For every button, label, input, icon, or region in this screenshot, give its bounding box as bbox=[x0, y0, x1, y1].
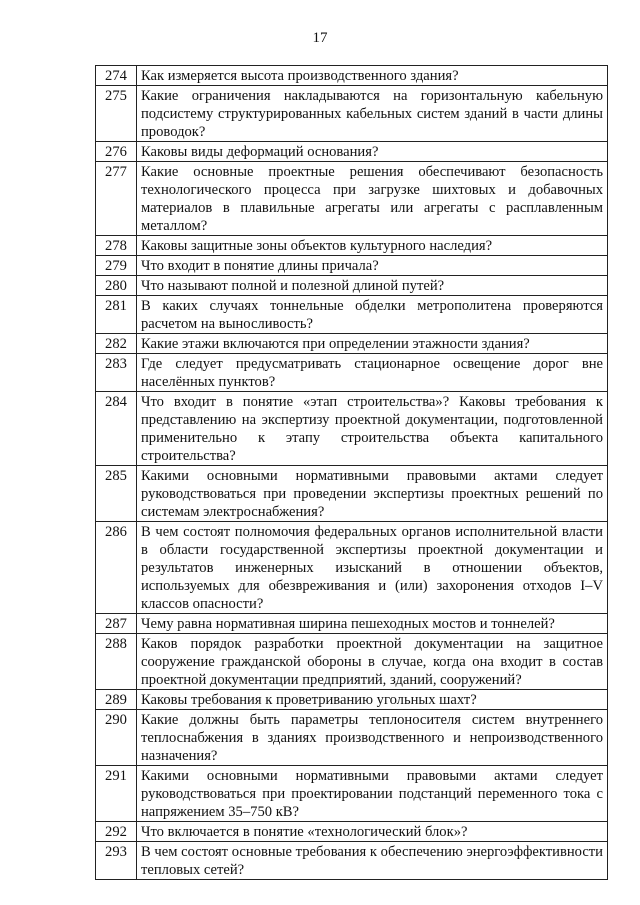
questions-table bbox=[95, 65, 608, 880]
question-text: Что включается в понятие «технологический блок»? bbox=[137, 822, 608, 842]
question-number: 276 bbox=[96, 142, 137, 162]
question-number: 275 bbox=[96, 86, 137, 142]
question-text: Какие ограничения накладываются на горизонтальную кабельную подсистему структурированных кабельных систем зданий в части длины проводок? bbox=[137, 86, 608, 142]
question-text: Какие основные проектные решения обеспечивают безопасность технологического процесса при загрузке шихтовых и добавочных материалов в плавильные агрегаты или агрегаты с расплавленным металлом? bbox=[137, 162, 608, 236]
question-number: 292 bbox=[96, 822, 137, 842]
question-text: Каков порядок разработки проектной документации на защитное сооружение гражданской обороны в случае, когда она входит в состав проектной документации предприятий, зданий, сооружений? bbox=[137, 634, 608, 690]
table-row bbox=[96, 256, 608, 276]
table-row bbox=[96, 522, 608, 614]
question-text: Какие этажи включаются при определении этажности здания? bbox=[137, 334, 608, 354]
question-number: 287 bbox=[96, 614, 137, 634]
question-text: Каковы защитные зоны объектов культурного наследия? bbox=[137, 236, 608, 256]
question-text: Что называют полной и полезной длиной путей? bbox=[137, 276, 608, 296]
table-row bbox=[96, 766, 608, 822]
question-text: Каковы требования к проветриванию угольных шахт? bbox=[137, 690, 608, 710]
page-number: 17 bbox=[312, 30, 328, 46]
table-row bbox=[96, 634, 608, 690]
question-number: 277 bbox=[96, 162, 137, 236]
table-row bbox=[96, 354, 608, 392]
question-text: Где следует предусматривать стационарное освещение дорог вне населённых пунктов? bbox=[137, 354, 608, 392]
question-text: Что входит в понятие «этап строительства»? Каковы требования к представлению на экспертизу проектной документации, подготовленной применительно к этапу строительства объекта капитального строительства? bbox=[137, 392, 608, 466]
question-text: В каких случаях тоннельные обделки метрополитена проверяются расчетом на выносливость? bbox=[137, 296, 608, 334]
question-number: 290 bbox=[96, 710, 137, 766]
question-number: 280 bbox=[96, 276, 137, 296]
question-text: В чем состоят полномочия федеральных органов исполнительной власти в области государственной экспертизы проектной документации и результатов инженерных изысканий в отношении объектов, используемых для обезвреживания и (или) захоронения отходов I–V классов опасности? bbox=[137, 522, 608, 614]
question-text: Какие должны быть параметры теплоносителя систем внутреннего теплоснабжения в зданиях производственного и непроизводственного назначения? bbox=[137, 710, 608, 766]
table-row bbox=[96, 276, 608, 296]
question-number: 281 bbox=[96, 296, 137, 334]
table-row bbox=[96, 142, 608, 162]
table-row bbox=[96, 842, 608, 880]
question-text: Какими основными нормативными правовыми актами следует руководствоваться при проектировании подстанций переменного тока с напряжением 35–750 кВ? bbox=[137, 766, 608, 822]
question-number: 293 bbox=[96, 842, 137, 880]
question-number: 291 bbox=[96, 766, 137, 822]
table-row bbox=[96, 710, 608, 766]
table-row bbox=[96, 466, 608, 522]
question-text: Какими основными нормативными правовыми актами следует руководствоваться при проведении экспертизы проектных решений по системам электроснабжения? bbox=[137, 466, 608, 522]
question-text: Чему равна нормативная ширина пешеходных мостов и тоннелей? bbox=[137, 614, 608, 634]
table-row bbox=[96, 86, 608, 142]
table-row bbox=[96, 162, 608, 236]
table-row bbox=[96, 334, 608, 354]
table-row bbox=[96, 822, 608, 842]
question-number: 278 bbox=[96, 236, 137, 256]
question-number: 274 bbox=[96, 66, 137, 86]
question-number: 288 bbox=[96, 634, 137, 690]
question-text: Как измеряется высота производственного здания? bbox=[137, 66, 608, 86]
question-text: Каковы виды деформаций основания? bbox=[137, 142, 608, 162]
table-row bbox=[96, 66, 608, 86]
question-text: В чем состоят основные требования к обеспечению энергоэффективности тепловых сетей? bbox=[137, 842, 608, 880]
question-text: Что входит в понятие длины причала? bbox=[137, 256, 608, 276]
table-row bbox=[96, 296, 608, 334]
question-number: 282 bbox=[96, 334, 137, 354]
question-number: 284 bbox=[96, 392, 137, 466]
question-number: 286 bbox=[96, 522, 137, 614]
table-row bbox=[96, 236, 608, 256]
question-number: 285 bbox=[96, 466, 137, 522]
question-number: 289 bbox=[96, 690, 137, 710]
table-row bbox=[96, 614, 608, 634]
table-row bbox=[96, 690, 608, 710]
question-number: 279 bbox=[96, 256, 137, 276]
table-row bbox=[96, 392, 608, 466]
question-number: 283 bbox=[96, 354, 137, 392]
